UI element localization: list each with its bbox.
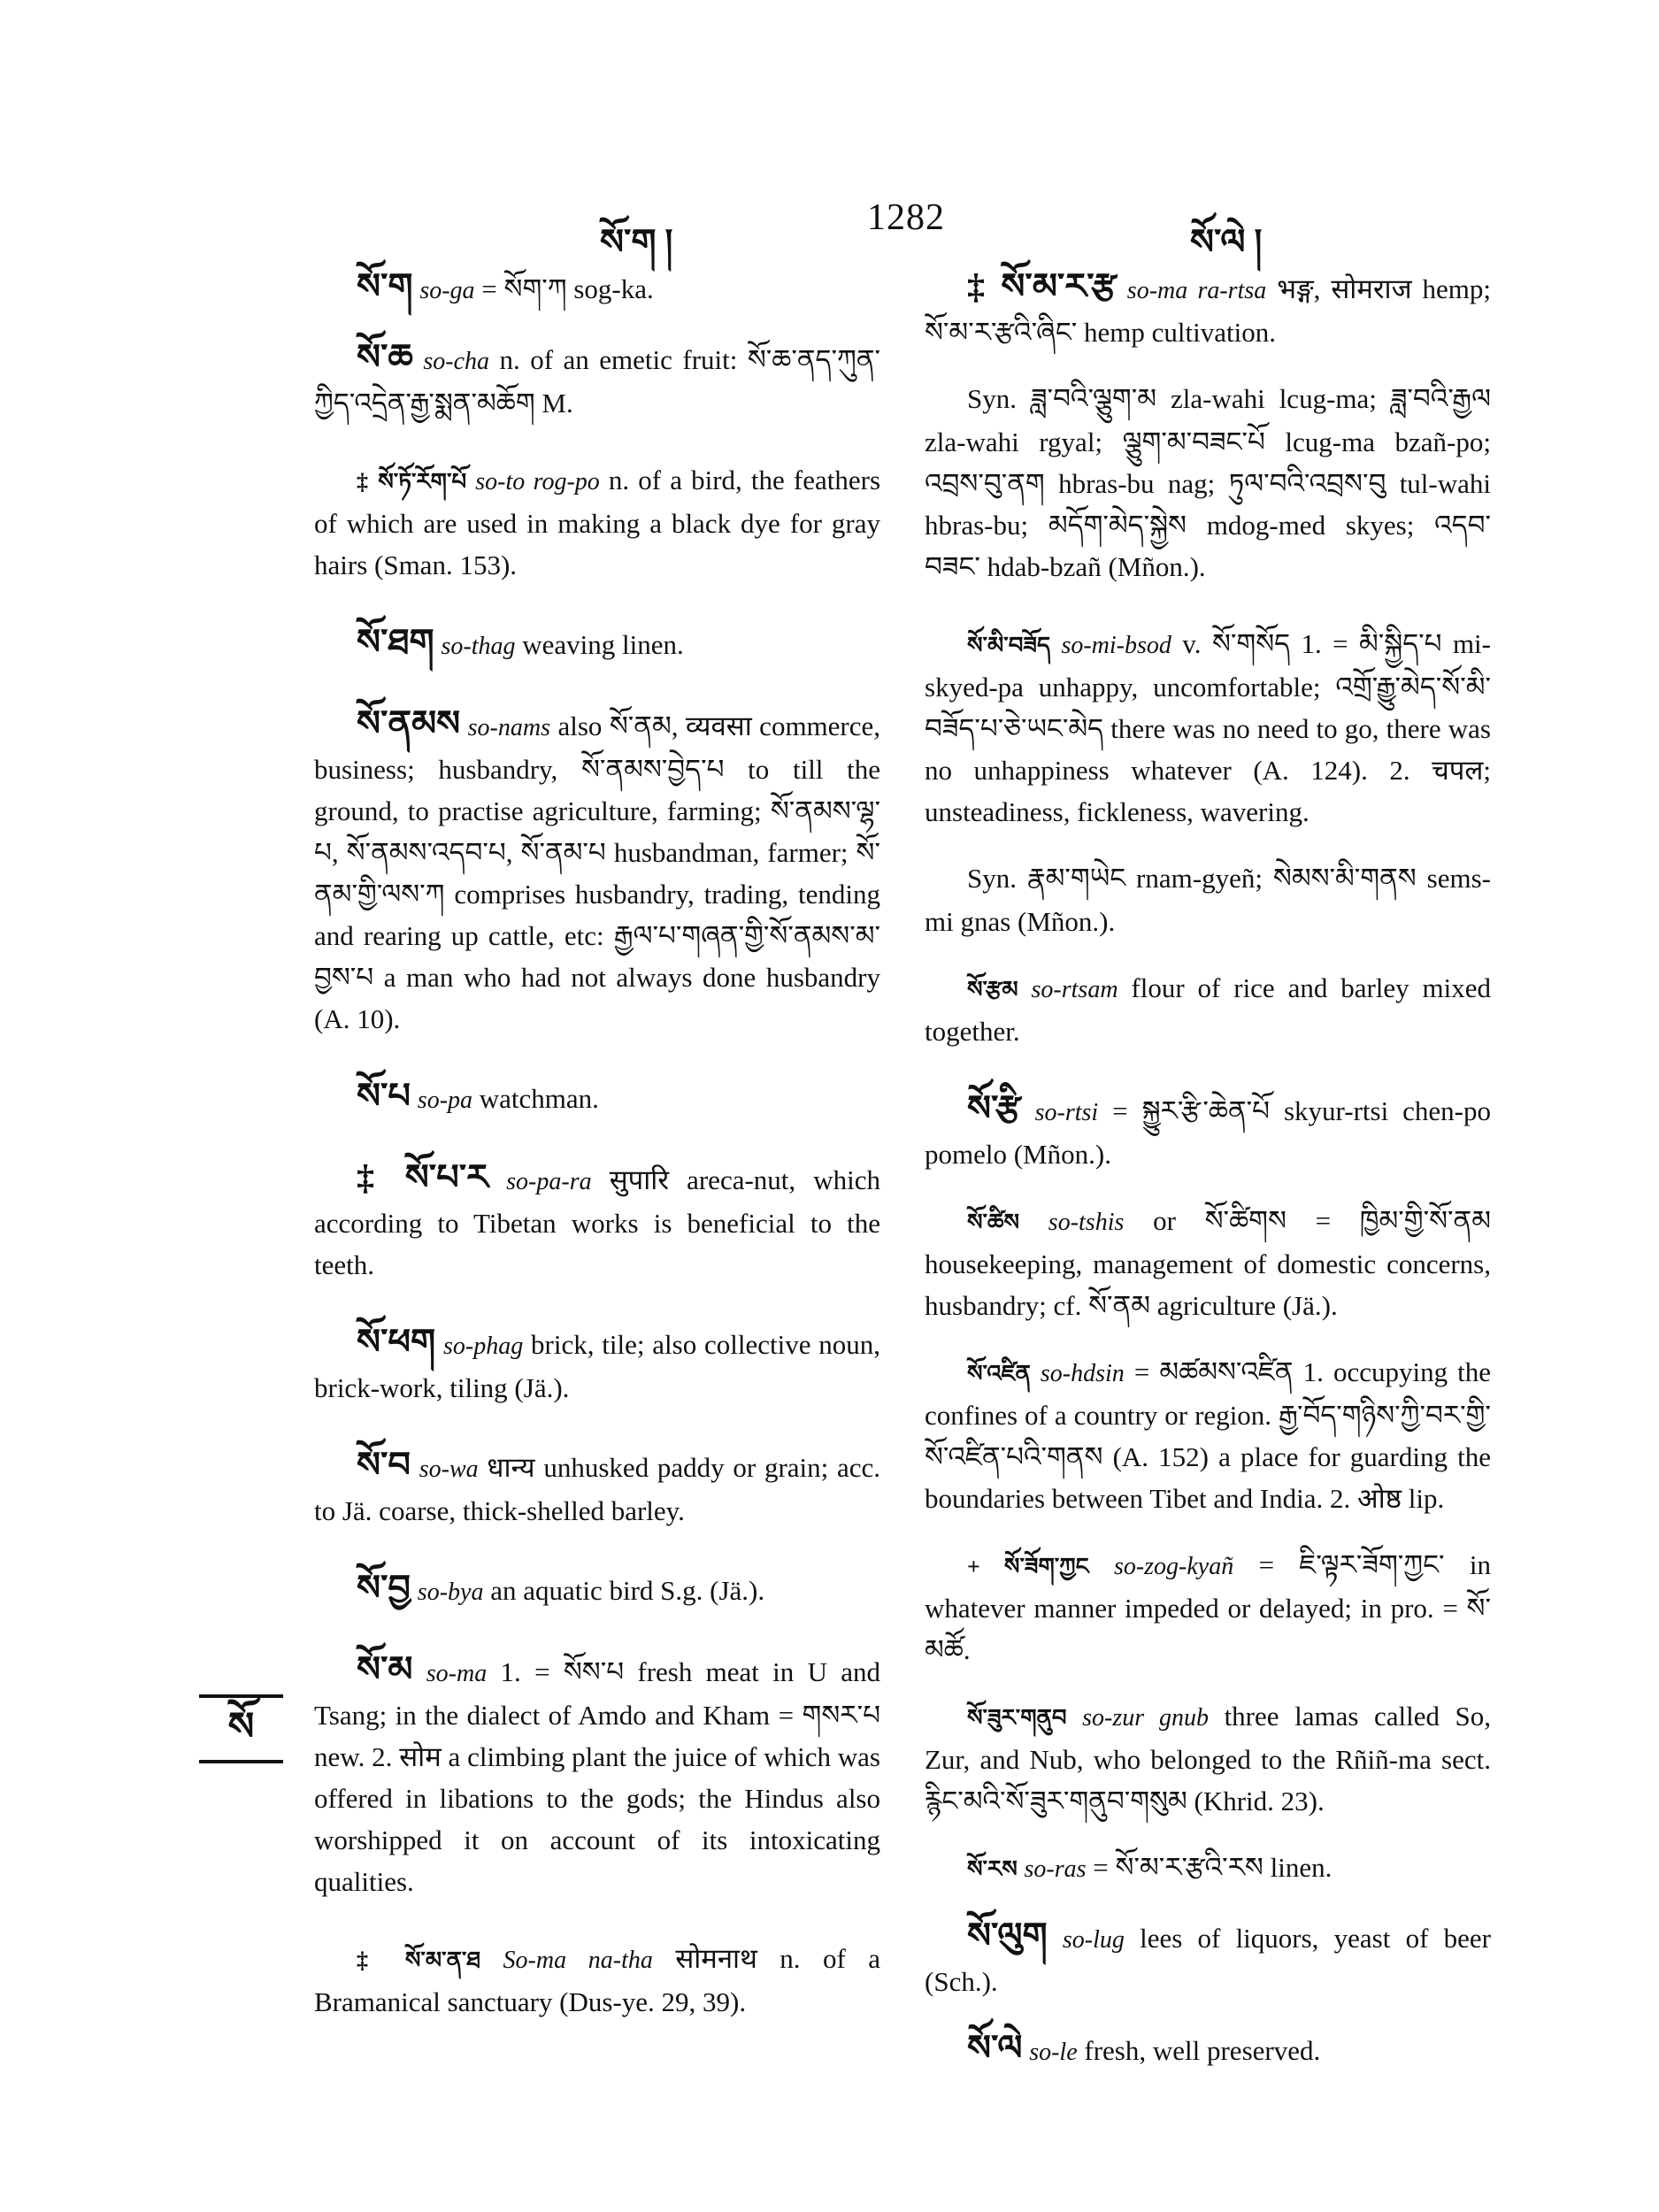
entry xyxy=(314,1444,880,1532)
definition: flour of rice and barley mixed together. xyxy=(925,972,1491,1047)
definition: three lamas called So, Zur, and Nub, who belonged to the Rñiñ-ma sect. རྙིང་མའི་སོ་ཟུར་གནུབ་གསུམ (Khrid. 23). xyxy=(925,1701,1492,1816)
syn-label: Syn. xyxy=(967,383,1017,414)
transliteration: so-phag xyxy=(443,1333,524,1360)
headword: སོ་ནམས xyxy=(357,703,461,743)
headword: སོ་བ xyxy=(357,1445,411,1485)
headword: ‡ སོ་མ་ར་རྩ xyxy=(967,266,1117,306)
transliteration: so-nams xyxy=(467,714,550,741)
definition: = སོག་ཀ sog-ka. xyxy=(481,273,654,304)
headword: སོ་ཟུར་གནུབ xyxy=(967,1705,1067,1731)
entry xyxy=(925,1351,1491,1519)
definition: 1. = སོས་པ fresh meat in U and Tsang; in the dialect of Amdo and Kham = གསར་པ new. 2. सोम a climbing plant the juice of which was offered in libations to the gods; the Hindus also worshipped it on account of its intoxicating qualities. xyxy=(314,1656,881,1897)
syn-label: Syn. xyxy=(967,863,1017,894)
headword: སོ་ལེ xyxy=(967,2028,1023,2068)
entry xyxy=(314,1648,880,1902)
entry xyxy=(314,336,880,424)
right-column xyxy=(925,265,1491,2108)
entry xyxy=(925,378,1491,588)
entry xyxy=(314,265,880,311)
running-head-right: སོ་ལེ ། xyxy=(1190,222,1263,262)
headword: སོ་བྱ xyxy=(357,1568,411,1608)
transliteration: So-ma na-tha xyxy=(503,1947,653,1974)
transliteration: so-cha xyxy=(423,348,490,375)
running-head-left: སོ་ག ། xyxy=(600,222,673,262)
entry xyxy=(925,1544,1491,1671)
entry xyxy=(314,1938,880,2023)
headword: སོ་འཛིན xyxy=(967,1361,1031,1386)
transliteration: so-le xyxy=(1029,2039,1078,2066)
headword: ‡ སོ་མ་ན་ཐ xyxy=(357,1947,481,1973)
entry xyxy=(314,459,880,586)
headword: སོ་ལུག xyxy=(967,1916,1048,1955)
definition: or སོ་ཚིགས = ཁྱིམ་གྱི་སོ་ནམ housekeeping, management of domestic concerns, husbandry; cf. སོ་ནམ agriculture (Jä.). xyxy=(925,1205,1491,1321)
headword: ‡ སོ་པ་ར xyxy=(357,1157,489,1197)
transliteration: so-lug xyxy=(1062,1926,1125,1954)
page-number: 1282 xyxy=(867,197,945,238)
headword: སོ་ཚིས xyxy=(967,1210,1020,1235)
transliteration: so-pa xyxy=(417,1087,473,1114)
headword: སོ་མི་བཟོད xyxy=(967,633,1051,658)
entry xyxy=(925,1087,1491,1175)
definition: = ཇི་ལྟར་ཟོག་ཀྱང་ in whatever manner impeded or delayed; in pro. = སོ་མཚོ. xyxy=(925,1549,1491,1665)
transliteration: so-ga xyxy=(419,277,475,304)
definition: = སྐྱུར་རྩི་ཆེན་པོ skyur-rtsi chen-po pomelo (Mñon.). xyxy=(925,1095,1492,1170)
definition: ཟླ་བའི་ལྕུག་མ zla-wahi lcug-ma; ཟླ་བའི་རྒྱལ zla-wahi rgyal; ལྕུག་མ་བཟང་པོ lcug-ma bzañ-po; འབྲས་བུ་ནག hbras-bu nag; ཏུལ་བའི་འབྲས་བུ tul-wahi hbras-bu; མདོག་མེད་སྐྱེས mdog-med skyes; འདབ་བཟང་ hdab-bzañ (Mñon.). xyxy=(925,383,1491,582)
entry xyxy=(925,1695,1491,1822)
headword: སོ་རྩི xyxy=(967,1088,1021,1128)
transliteration: so-ma xyxy=(426,1660,488,1687)
definition: भङ्ग, सोमराज hemp; སོ་མ་ར་རྩའི་ཞིང་ hemp cultivation. xyxy=(925,273,1492,348)
entry xyxy=(314,1075,880,1121)
headword: སོ་པ xyxy=(357,1076,411,1116)
transliteration: so-zog-kyañ xyxy=(1113,1553,1234,1580)
entry xyxy=(925,265,1491,353)
entry xyxy=(314,1567,880,1613)
transliteration: so-wa xyxy=(419,1455,479,1483)
headword: སོ་ཆ xyxy=(357,337,413,377)
definition: brick, tile; also collective noun, brick-work, tiling (Jä.). xyxy=(314,1329,881,1403)
entry xyxy=(925,1847,1491,1890)
entry xyxy=(925,623,1491,833)
left-column xyxy=(314,265,880,2058)
transliteration: so-mi-bsod xyxy=(1061,632,1171,659)
definition: also སོ་ནམ, व्यवसा commerce, business; husbandry, སོ་ནམས་བྱེད་པ to till the ground, to practise agriculture, farming; སོ་ནམས་ལྷ་པ, སོ་ནམས་འདབ་པ, སོ་ནམ་པ husbandman, farmer; སོ་ནམ་གྱི་ལས་ཀ comprises husbandry, trading, tending and rearing up cattle, etc: རྒྱལ་པ་གཞན་གྱི་སོ་ནམས་མ་བྱས་པ a man who had not always done husbandry (A. 10). xyxy=(314,710,881,1034)
entry xyxy=(314,1156,880,1286)
headword: སོ་རྩམ xyxy=(967,977,1018,1002)
transliteration: so-rtsi xyxy=(1034,1099,1099,1126)
definition: v. སོ་གསོད 1. = མི་སྐྱིད་པ mi-skyed-pa unhappy, uncomfortable; འགྲོ་རྒྱུ་མེད་སོ་མི་བཟོད་པ་ཅེ་ཡང་མེད there was no need to go, there was no unhappiness whatever (A. 124). 2. चपल; unsteadiness, fickleness, wavering. xyxy=(925,628,1491,827)
definition: n. of a bird, the feathers of which are used in making a black dye for gray hairs (Sman. 153). xyxy=(314,465,881,580)
transliteration: so-thag xyxy=(441,633,516,660)
transliteration: so-tshis xyxy=(1048,1209,1125,1236)
transliteration: so-to rog-po xyxy=(475,468,600,495)
headword: སོ་ཕག xyxy=(357,1322,436,1362)
entry xyxy=(925,1915,1491,2002)
definition: = སོ་མ་ར་རྩའི་རས linen. xyxy=(1093,1852,1333,1883)
headword: + སོ་ཟོག་ཀྱང xyxy=(967,1554,1089,1579)
transliteration: so-hdsin xyxy=(1040,1360,1125,1387)
transliteration: so-ras xyxy=(1024,1855,1087,1883)
transliteration: so-ma ra-rtsa xyxy=(1126,277,1267,304)
entry xyxy=(925,2027,1491,2073)
transliteration: so-pa-ra xyxy=(506,1168,592,1195)
headword: སོ་རས xyxy=(967,1856,1018,1882)
entry xyxy=(925,857,1491,942)
entry xyxy=(314,1321,880,1409)
transliteration: so-rtsam xyxy=(1031,976,1118,1003)
headword: སོ་མ xyxy=(357,1649,413,1689)
definition: an aquatic bird S.g. (Jä.). xyxy=(490,1575,765,1606)
headword: སོ་ག xyxy=(357,266,413,306)
definition: धान्य unhusked paddy or grain; acc. to Jä. coarse, thick-shelled barley. xyxy=(314,1452,881,1526)
definition: = མཚམས་འཛིན 1. occupying the confines of a country or region. རྒྱ་བོད་གཉིས་ཀྱི་བར་གྱི་སོ་འཛིན་པའི་གནས (A. 152) a place for guarding the boundaries between Tibet and India. 2. ओष्ठ lip. xyxy=(925,1356,1492,1514)
definition: རྣམ་གཡེང rnam-gyeñ; སེམས་མི་གནས sems-mi gnas (Mñon.). xyxy=(925,863,1492,937)
definition: fresh, well preserved. xyxy=(1084,2035,1321,2066)
definition: lees of liquors, yeast of beer (Sch.). xyxy=(925,1923,1491,1997)
entry xyxy=(314,621,880,667)
definition: सुपारि areca-nut, which according to Tibetan works is beneficial to the teeth. xyxy=(314,1164,880,1280)
entry xyxy=(314,703,880,1040)
definition: watchman. xyxy=(479,1083,599,1114)
headword: ‡ སོ་ཏོ་རོག་པོ xyxy=(357,469,467,495)
definition: n. of an emetic fruit: སོ་ཆ་ནད་ཀུན་ཀྱིད་འདྲེན་རྒྱ་སྨན་མཆོག M. xyxy=(314,344,881,419)
page-header xyxy=(0,196,1659,262)
definition: weaving linen. xyxy=(522,629,684,660)
entry xyxy=(925,1200,1491,1326)
margin-thumb-index: སོ xyxy=(199,1694,283,1763)
transliteration: so-zur gnub xyxy=(1082,1704,1209,1732)
definition: सोमनाथ n. of a Bramanical sanctuary (Dus-ye. 29, 39). xyxy=(314,1943,881,2017)
transliteration: so-bya xyxy=(417,1578,484,1606)
entry xyxy=(925,967,1491,1052)
headword: སོ་ཐག xyxy=(357,622,434,662)
